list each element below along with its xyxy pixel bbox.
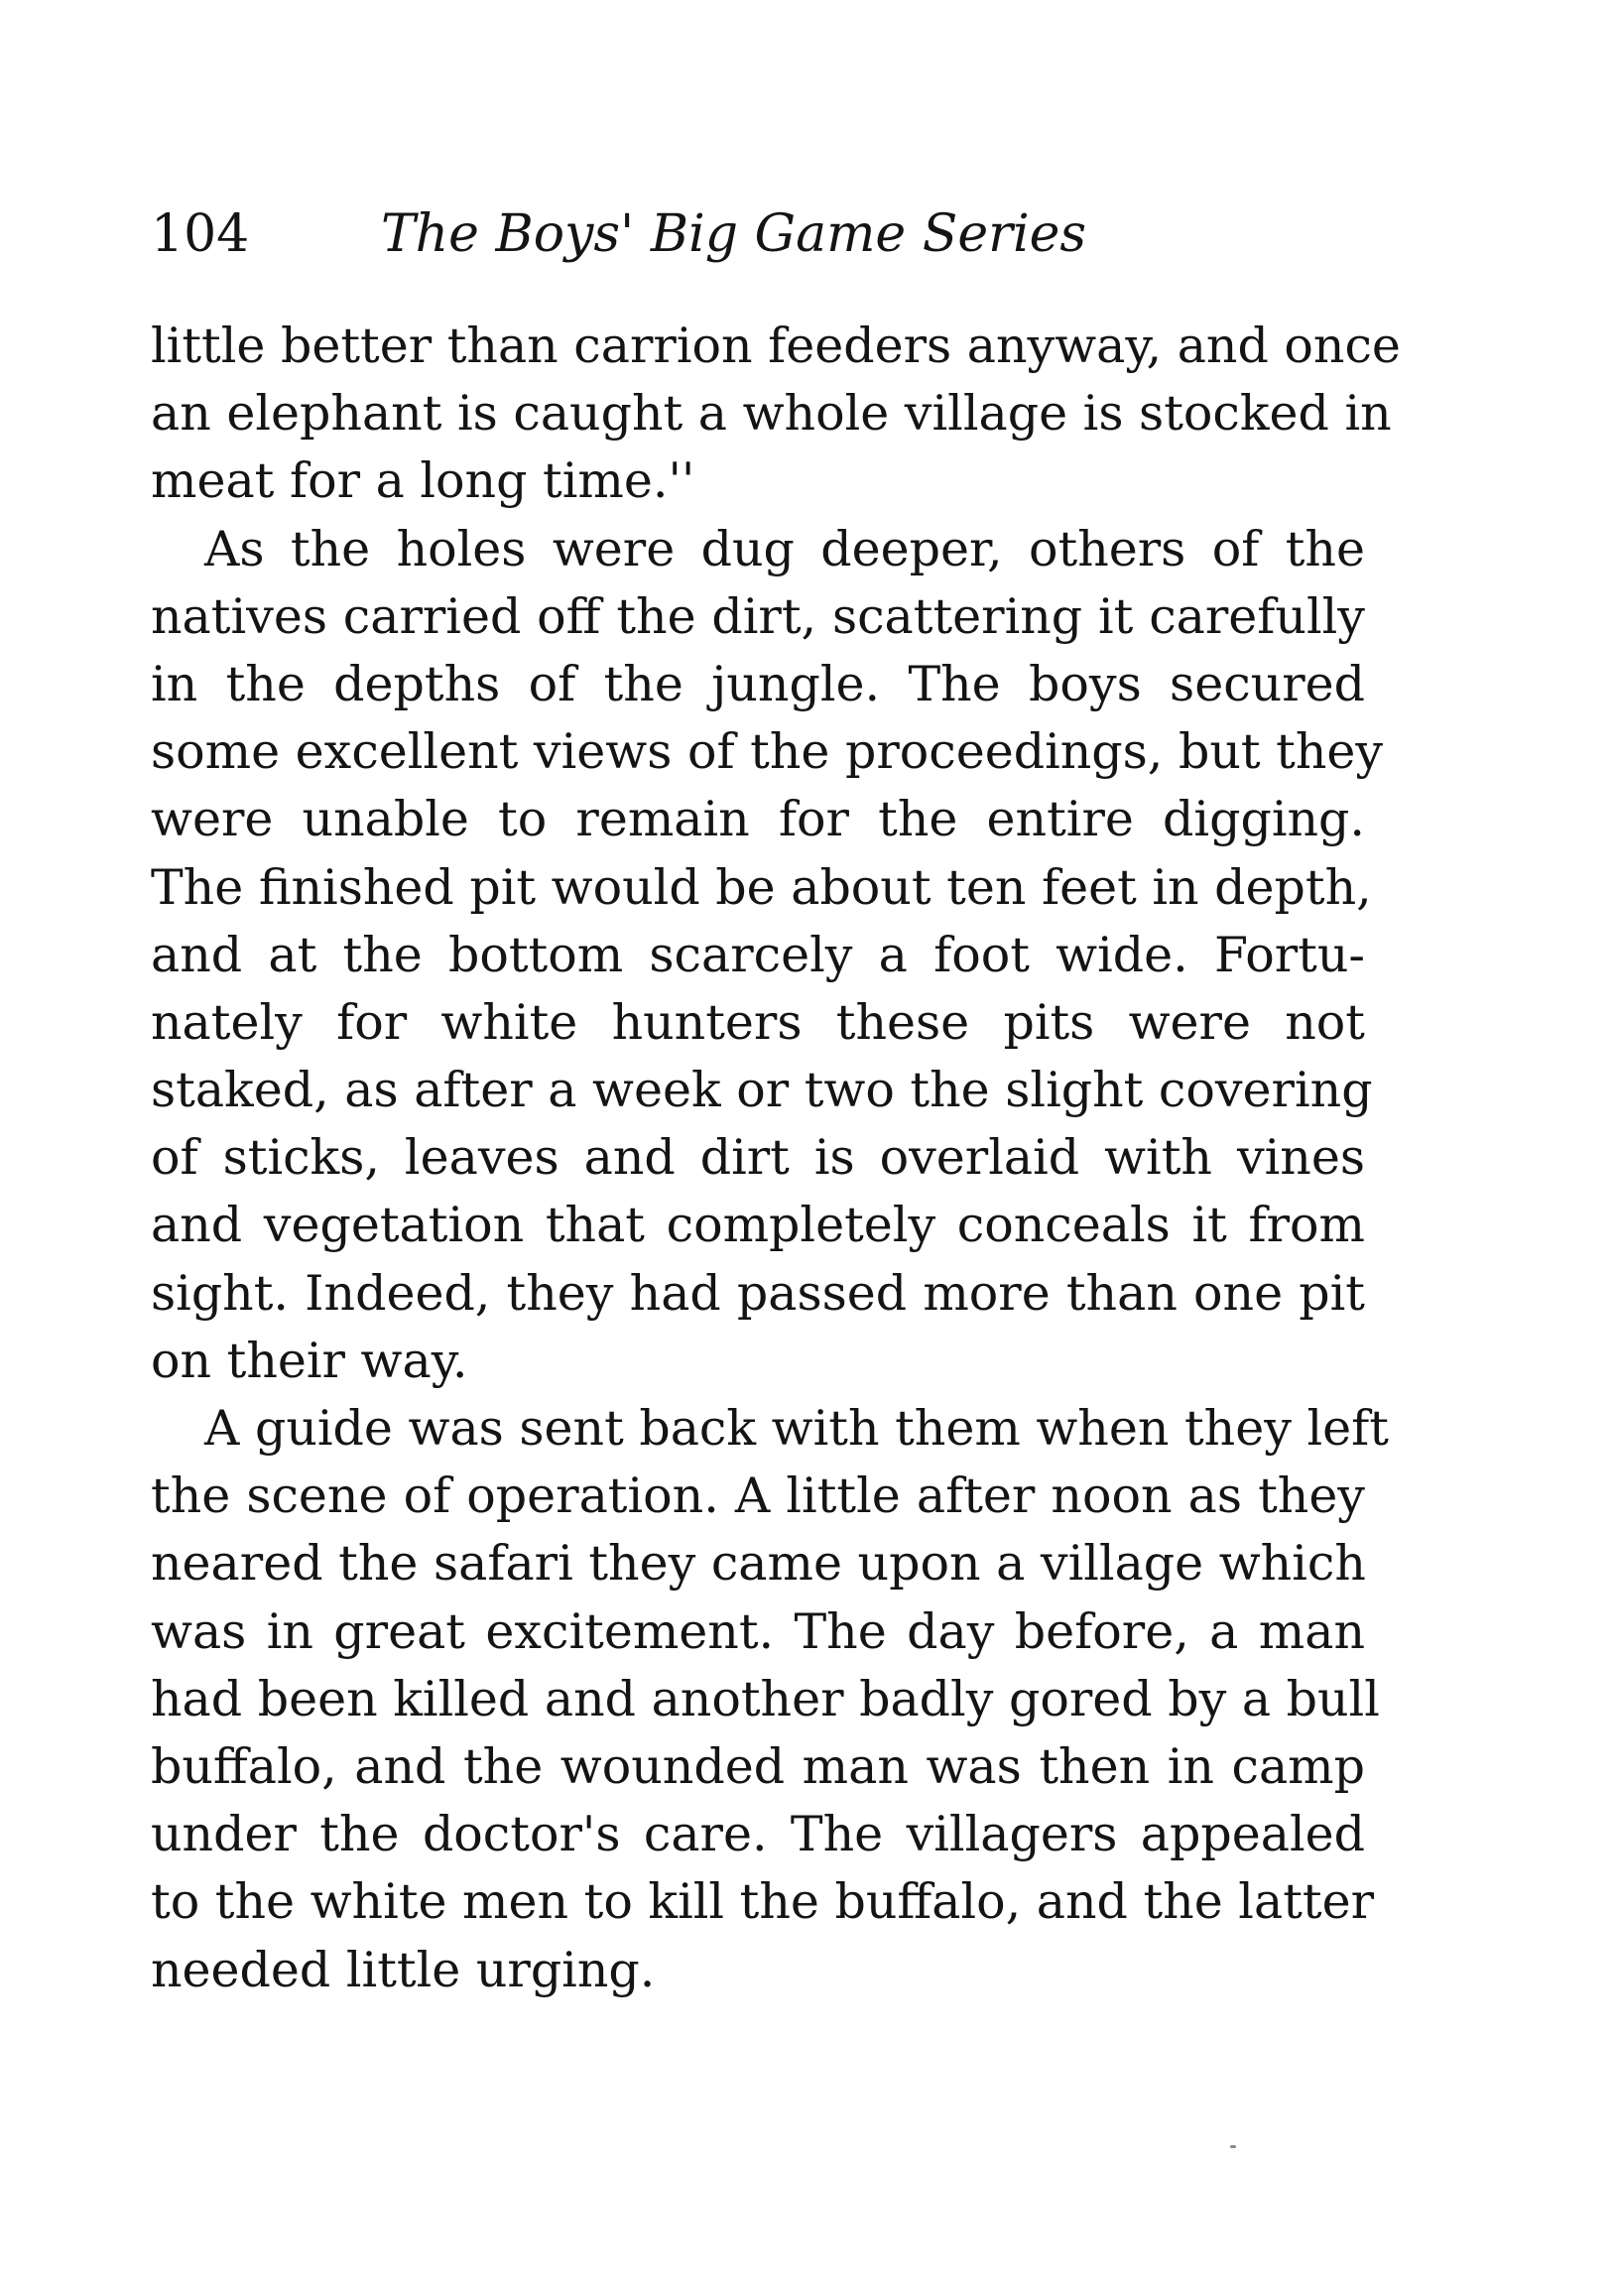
text-line: nately for white hunters these pits were not bbox=[151, 993, 1365, 1051]
text-line: staked, as after a week or two the slight covering bbox=[151, 1062, 1373, 1119]
paper-speck bbox=[1230, 2145, 1236, 2148]
text-line: of sticks, leaves and dirt is overlaid with vines bbox=[151, 1129, 1365, 1187]
text-line: A guide was sent back with them when they left bbox=[204, 1400, 1389, 1457]
text-line: under the doctor's care. The villagers appealed bbox=[151, 1806, 1365, 1863]
text-line: meat for a long time.'' bbox=[151, 452, 695, 510]
text-line: buffalo, and the wounded man was then in camp bbox=[151, 1737, 1365, 1795]
text-line: natives carried off the dirt, scattering it carefully bbox=[151, 587, 1365, 645]
text-line: neared the safari they came upon a village which bbox=[151, 1535, 1366, 1593]
text-line: were unable to remain for the entire digging. bbox=[151, 791, 1365, 848]
text-line: was in great excitement. The day before, a man bbox=[151, 1602, 1365, 1660]
text-line: sight. Indeed, they had passed more than one pit bbox=[151, 1264, 1365, 1322]
text-line: to the white men to kill the buffalo, and the latter bbox=[151, 1873, 1374, 1931]
text-line: on their way. bbox=[151, 1332, 468, 1389]
text-line: As the holes were dug deeper, others of the bbox=[204, 520, 1365, 577]
running-head bbox=[151, 194, 1371, 274]
text-line: little better than carrion feeders anyway, and once bbox=[151, 318, 1401, 374]
text-line: had been killed and another badly gored by a bull bbox=[151, 1670, 1380, 1727]
text-line: The finished pit would be about ten feet in depth, bbox=[151, 858, 1372, 916]
running-title: The Boys' Big Game Series bbox=[381, 204, 1087, 264]
text-line: needed little urging. bbox=[151, 1941, 656, 1998]
text-line: some excellent views of the proceedings, but they bbox=[151, 723, 1384, 781]
text-line: and at the bottom scarcely a foot wide. Fortu- bbox=[151, 926, 1365, 983]
page-number: 104 bbox=[151, 204, 250, 264]
text-line: in the depths of the jungle. The boys secured bbox=[151, 655, 1365, 712]
text-line: an elephant is caught a whole village is stocked in bbox=[151, 385, 1392, 443]
text-line: the scene of operation. A little after noon as they bbox=[151, 1467, 1365, 1525]
text-line: and vegetation that completely conceals it from bbox=[151, 1197, 1365, 1254]
body-text bbox=[151, 313, 1401, 2004]
